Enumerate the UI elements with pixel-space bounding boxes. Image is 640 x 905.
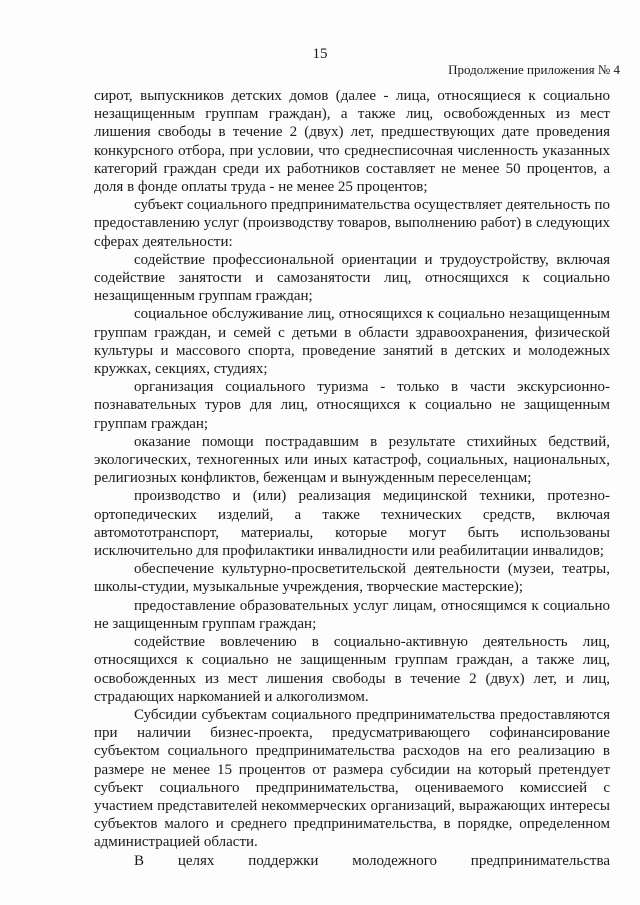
page-number: 15 xyxy=(312,46,328,62)
paragraph-activity-intro: субъект социального предпринимательства осуществляет деятельность по предоставлению услуг (производству товаров, выполнению работ) в следующих сферах деятельности: xyxy=(94,197,610,250)
paragraph-continuation: сирот, выпускников детских домов (далее - лица, относящиеся к социально незащищенным группам граждан), а также лиц, освобожденных из мест лишения свободы в течение 2 (двух) лет, предшествующих дате проведения конкурсного отбора, при условии, что среднесписочная численность указанных категорий граждан среди их работников составляет не менее 50 процентов, а доля в фонде оплаты труда - не менее 25 процентов; xyxy=(94,88,610,196)
paragraph-subsidies: Субсидии субъектам социального предпринимательства предоставляются при наличии бизнес-проекта, предусматривающего софинансирование субъектом социального предпринимательства расходов на его реализацию в размере не менее 15 процентов от размера субсидии на который претендует субъект социального предпринимательства, оцениваемого комиссией с участием представителей некоммерческих организаций, выражающих интересы субъектов малого и среднего предпринимательства, в порядке, определенном администрацией области. xyxy=(94,706,610,851)
appendix-continuation-label: Продолжение приложения № 4 xyxy=(448,62,620,77)
paragraph-youth-entrepreneurship: В целях поддержки молодежного предпринимательства xyxy=(134,852,610,869)
paragraph-social-service: социальное обслуживание лиц, относящихся к социально незащищенным группам граждан, и семей с детьми в области здравоохранения, физической культуры и массового спорта, проведение занятий в детских и молодежных кружках, секциях, студиях; xyxy=(94,306,610,378)
paragraph-social-tourism: организация социального туризма - только в части экскурсионно-познавательных туров для лиц, относящихся к социально не защищенным группам граждан; xyxy=(94,379,610,432)
paragraph-employment: содействие профессиональной ориентации и трудоустройству, включая содействие занятости и самозанятости лиц, относящихся к социально незащищенным группам граждан; xyxy=(94,251,610,305)
paragraph-education: предоставление образовательных услуг лицам, относящимся к социально не защищенным группам граждан; xyxy=(94,597,610,632)
paragraph-cultural-activity: обеспечение культурно-просветительской деятельности (музеи, театры, школы-студии, музыкальные учреждения, творческие мастерские); xyxy=(94,561,610,596)
paragraph-social-involvement: содействие вовлечению в социально-активную деятельность лиц, относящихся к социально не защищенным группам граждан, а также лиц, освобожденных из мест лишения свободы в течение 2 (двух) лет, и лиц, страдающих наркоманией и алкоголизмом. xyxy=(94,634,610,705)
paragraph-disaster-aid: оказание помощи пострадавшим в результате стихийных бедствий, экологических, техногенных или иных катастроф, социальных, национальных, религиозных конфликтов, беженцам и вынужденным переселенцам; xyxy=(94,433,610,487)
paragraph-medical-equipment: производство и (или) реализация медицинской техники, протезно-ортопедических изделий, а также технических средств, включая автомототранспорт, материалы, которые могут быть использованы исключительно для профилактики инвалидности или реабилитации инвалидов; xyxy=(94,488,610,560)
document-body xyxy=(94,87,610,870)
